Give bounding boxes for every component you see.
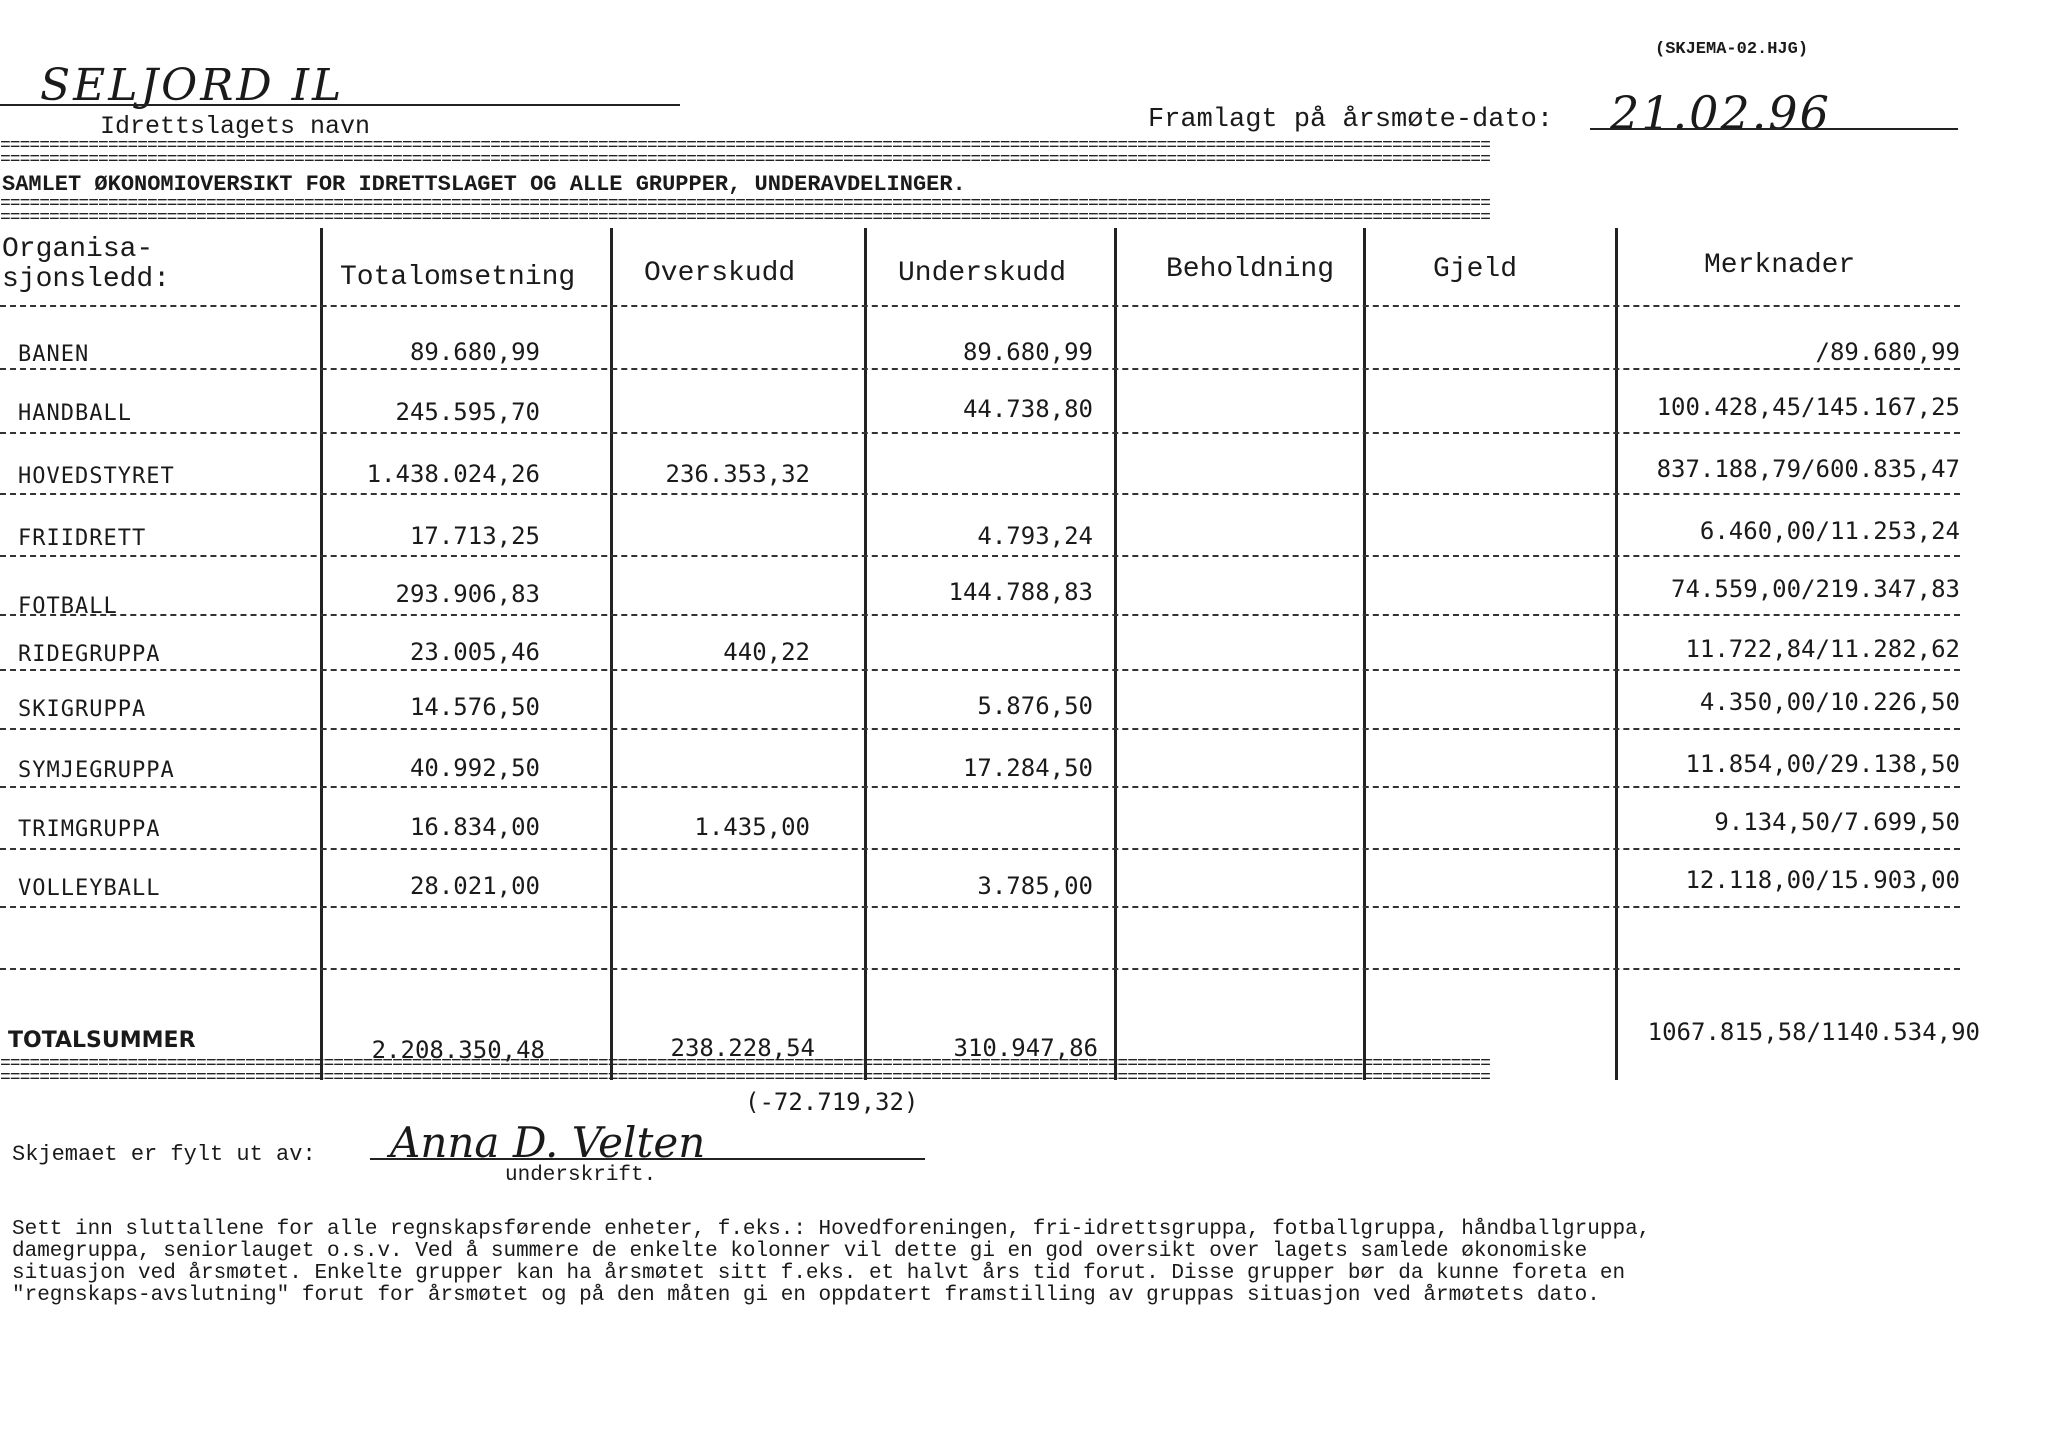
club-name-label: Idrettslagets navn xyxy=(100,112,371,141)
row-name: SYMJEGRUPPA xyxy=(18,758,175,783)
row-total: 89.680,99 xyxy=(409,338,540,366)
separator-top-3 xyxy=(0,198,1960,210)
signature-label: Skjemaet er fylt ut av: xyxy=(12,1142,316,1167)
column-header-surplus: Overskudd xyxy=(644,258,796,289)
section-title: SAMLET ØKONOMIOVERSIKT FOR IDRETTSLAGET OG ALLE GRUPPER, UNDERAVDELINGER. xyxy=(2,172,966,197)
column-header-notes: Merknader xyxy=(1704,250,1856,281)
empty-row-separator xyxy=(0,968,1960,970)
club-name-handwritten: SELJORD IL xyxy=(40,60,345,111)
instruction-line: damegruppa, seniorlauget o.s.v. Ved å summere de enkelte kolonner vil dette gi en god oversikt over lagets samlede økonomiske xyxy=(12,1240,1588,1263)
column-header-debt: Gjeld xyxy=(1433,254,1518,285)
row-notes: 4.350,00/10.226,50 xyxy=(1699,688,1960,716)
column-header-total: Totalomsetning xyxy=(340,262,576,293)
row-total: 40.992,50 xyxy=(409,754,540,782)
row-name: FOTBALL xyxy=(18,594,118,619)
column-divider-2 xyxy=(610,228,613,1080)
instruction-line: "regnskaps-avslutning" forut for årsmøtet og på den måten gi en oppdatert framstilling av gruppas situasjon ved årmøtets dato. xyxy=(12,1284,1600,1307)
instruction-line: situasjon ved årsmøtet. Enkelte grupper kan ha årsmøtet sitt f.eks. et halvt års tid forut. Disse grupper bør da kunne foreta en xyxy=(12,1262,1626,1285)
row-total: 14.576,50 xyxy=(409,693,540,721)
row-notes: 6.460,00/11.253,24 xyxy=(1699,517,1960,545)
row-separator xyxy=(0,432,1960,434)
totals-label: TOTALSUMMER xyxy=(8,1028,196,1053)
row-separator xyxy=(0,906,1960,908)
totals-surplus: 238.228,54 xyxy=(670,1034,815,1062)
row-notes: /89.680,99 xyxy=(1815,338,1960,366)
row-separator xyxy=(0,614,1960,616)
row-surplus: 1.435,00 xyxy=(694,813,810,841)
separator-top-1 xyxy=(0,140,1960,152)
row-deficit: 144.788,83 xyxy=(948,578,1093,606)
signature-handwritten: Anna D. Velten xyxy=(390,1118,706,1167)
signature-line xyxy=(370,1158,925,1160)
row-separator xyxy=(0,669,1960,671)
row-total: 1.438.024,26 xyxy=(366,460,540,488)
club-name-line xyxy=(0,104,680,106)
row-name: BANEN xyxy=(18,342,90,367)
column-divider-6 xyxy=(1615,228,1618,1080)
row-name: HANDBALL xyxy=(18,401,132,426)
row-total: 245.595,70 xyxy=(395,398,540,426)
column-header-holdings: Beholdning xyxy=(1166,254,1335,285)
row-notes: 12.118,00/15.903,00 xyxy=(1685,866,1960,894)
signature-caption: underskrift. xyxy=(505,1164,657,1187)
row-notes: 9.134,50/7.699,50 xyxy=(1714,808,1960,836)
row-total: 17.713,25 xyxy=(409,522,540,550)
row-separator xyxy=(0,493,1960,495)
row-deficit: 4.793,24 xyxy=(977,522,1093,550)
row-total: 293.906,83 xyxy=(395,580,540,608)
row-name: SKIGRUPPA xyxy=(18,697,147,722)
separator-top-2 xyxy=(0,154,1960,166)
column-header-org-line2: sjonsledd: xyxy=(2,264,171,295)
row-separator xyxy=(0,368,1960,370)
row-notes: 837.188,79/600.835,47 xyxy=(1656,455,1960,483)
row-surplus: 236.353,32 xyxy=(665,460,810,488)
meeting-date-handwritten: 21.02.96 xyxy=(1610,86,1831,140)
row-total: 23.005,46 xyxy=(409,638,540,666)
column-divider-3 xyxy=(864,228,867,1080)
totals-notes: 1067.815,58/1140.534,90 xyxy=(1647,1018,1980,1046)
meeting-date-line xyxy=(1590,128,1958,130)
separator-bottom-2 xyxy=(0,1072,1960,1084)
row-separator xyxy=(0,728,1960,730)
column-divider-4 xyxy=(1114,228,1117,1080)
row-deficit: 44.738,80 xyxy=(962,395,1093,423)
totals-total: 2.208.350,48 xyxy=(371,1036,545,1064)
row-name: HOVEDSTYRET xyxy=(18,464,175,489)
row-deficit: 5.876,50 xyxy=(977,692,1093,720)
header-underline xyxy=(0,305,1960,307)
instruction-line: Sett inn sluttallene for alle regnskapsførende enheter, f.eks.: Hovedforeningen, fri-idrettsgruppa, fotballgruppa, håndballgruppa, xyxy=(12,1218,1651,1241)
row-notes: 100.428,45/145.167,25 xyxy=(1656,393,1960,421)
row-total: 28.021,00 xyxy=(409,872,540,900)
row-name: FRIIDRETT xyxy=(18,526,147,551)
row-total: 16.834,00 xyxy=(409,813,540,841)
separator-bottom-1 xyxy=(0,1058,1960,1070)
row-name: RIDEGRUPPA xyxy=(18,642,161,667)
row-separator xyxy=(0,848,1960,850)
row-notes: 11.854,00/29.138,50 xyxy=(1685,750,1960,778)
net-result: (-72.719,32) xyxy=(745,1088,919,1116)
separator-top-4 xyxy=(0,212,1960,224)
totals-deficit: 310.947,86 xyxy=(953,1034,1098,1062)
meeting-date-label: Framlagt på årsmøte-dato: xyxy=(1148,105,1554,135)
row-separator xyxy=(0,786,1960,788)
row-notes: 11.722,84/11.282,62 xyxy=(1685,635,1960,663)
row-surplus: 440,22 xyxy=(723,638,810,666)
column-header-deficit: Underskudd xyxy=(898,258,1067,289)
row-separator xyxy=(0,555,1960,557)
row-deficit: 89.680,99 xyxy=(962,338,1093,366)
row-notes: 74.559,00/219.347,83 xyxy=(1671,575,1960,603)
form-code: (SKJEMA-02.HJG) xyxy=(1655,40,1809,59)
column-header-org-line1: Organisa- xyxy=(2,234,154,265)
column-divider-1 xyxy=(320,228,323,1080)
row-deficit: 17.284,50 xyxy=(962,754,1093,782)
row-name: TRIMGRUPPA xyxy=(18,817,161,842)
row-name: VOLLEYBALL xyxy=(18,876,161,901)
row-deficit: 3.785,00 xyxy=(977,872,1093,900)
column-divider-5 xyxy=(1363,228,1366,1080)
